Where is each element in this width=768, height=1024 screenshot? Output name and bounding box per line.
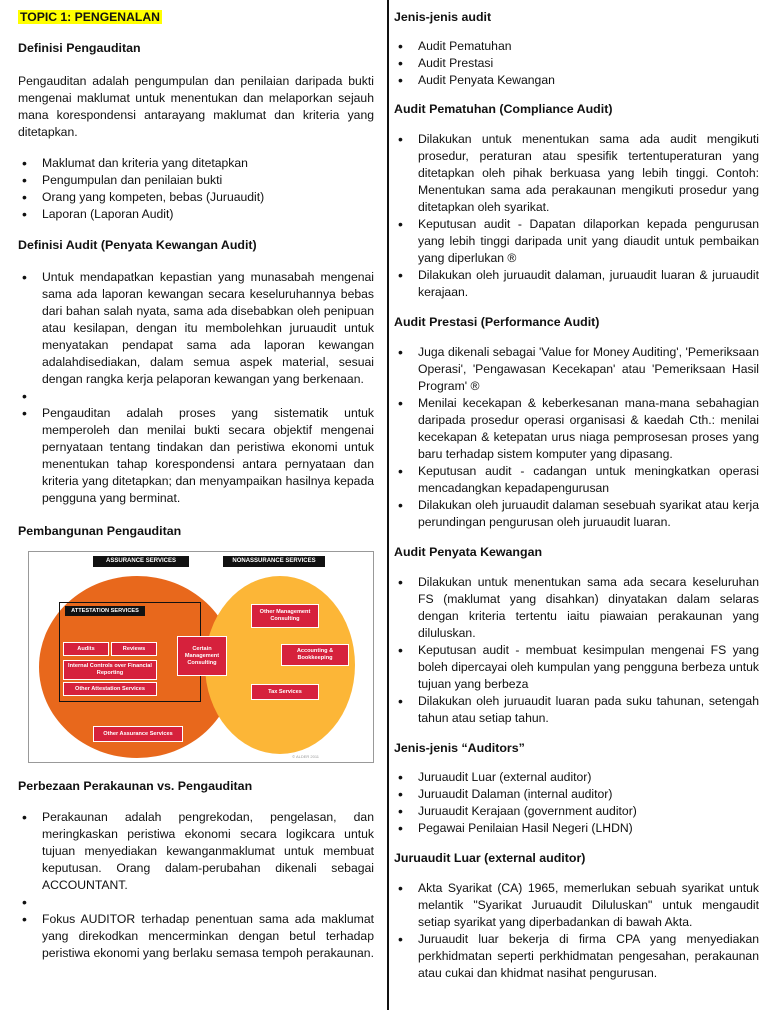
- audits-box: Audits: [63, 642, 109, 656]
- section-title-perbezaan: Perbezaan Perakaunan vs. Pengauditan: [18, 779, 253, 793]
- list-item: • Dilakukan oleh juruaudit luaran pada suku tahunan, setengah tahun atau setiap tahun.: [394, 693, 759, 727]
- list-item: • Maklumat dan kriteria yang ditetapkan: [18, 155, 374, 172]
- column-divider: [387, 0, 389, 1010]
- section-title-jenis-auditors: Jenis-jenis “Auditors”: [394, 741, 525, 755]
- list-jenis-audit: [394, 38, 759, 89]
- spacer: [18, 894, 374, 911]
- copyright-text: © ALDER 2011: [292, 754, 319, 759]
- internal-controls-box: Internal Controls over Financial Reporting: [63, 660, 157, 680]
- list-audit-prestasi: [394, 344, 759, 531]
- section-title-jenis-audit: Jenis-jenis audit: [394, 10, 492, 24]
- list-audit-penyata-kewangan: [394, 574, 759, 727]
- list-item: • Juruaudit luar bekerja di firma CPA yang menyediakan perkhidmatan seperti perkhidmatan pengesahan, perakaunan atau cukai dan khidmat nasihat pengurusan.: [394, 931, 759, 982]
- list-definisi-audit: [18, 269, 374, 507]
- list-item: • Dilakukan oleh juruaudit dalaman, juruaudit luaran & juruaudit kerajaan.: [394, 267, 759, 301]
- list-item: • Keputusan audit - Dapatan dilaporkan kepada pengurusan yang lebih tinggi daripada unit yang diaudit untuk pembaikan yang diperlukan ®: [394, 216, 759, 267]
- list-item: • Menilai kecekapan & keberkesanan mana-mana sebahagian daripada prosedur operasi organisasi & kaedah Cth.: menilai kecekapan & ketepatan urus niaga pemprosesan proses yang baru terhadap sistem komputer yang dipasang.: [394, 395, 759, 463]
- left-column: [18, 0, 374, 962]
- list-jenis-auditors: [394, 769, 759, 837]
- list-item: • Orang yang kompeten, bebas (Juruaudit): [18, 189, 374, 206]
- other-management-consulting-box: Other Management Consulting: [251, 604, 319, 628]
- list-item: • Audit Penyata Kewangan: [394, 72, 759, 89]
- spacer: [18, 388, 374, 405]
- list-item: • Untuk mendapatkan kepastian yang munasabah mengenai sama ada laporan kewangan secara keseluruhannya bebas dari bahan salah nyata, sama ada disebabkan oleh penipuan atau kesilapan, dengan itu membolehkan juruaudit untuk menyatakan pendapat sama ada laporan kewangan adalahdisediakan, dalam semua aspek material, sesuai dengan rangka kerja pelaporan kewangan yang berkenaan.: [18, 269, 374, 388]
- section-title-audit-pematuhan: Audit Pematuhan (Compliance Audit): [394, 102, 613, 116]
- list-item: • Audit Prestasi: [394, 55, 759, 72]
- right-column: [394, 0, 759, 982]
- section-title-juruaudit-luar: Juruaudit Luar (external auditor): [394, 851, 586, 865]
- list-perbezaan: [18, 809, 374, 962]
- nonassurance-services-label: NONASSURANCE SERVICES: [223, 556, 325, 567]
- list-item: • Dilakukan untuk menentukan sama ada secara keseluruhan FS (maklumat yang disahkan) dinyatakan dalam selaras dengan kriteria tertentu iaitu piawaian perakaunan yang diluluskan.: [394, 574, 759, 642]
- reviews-box: Reviews: [111, 642, 157, 656]
- section-title-audit-prestasi: Audit Prestasi (Performance Audit): [394, 315, 600, 329]
- list-item: • Laporan (Laporan Audit): [18, 206, 374, 223]
- attestation-services-label: ATTESTATION SERVICES: [65, 606, 145, 616]
- section-title-pembangunan: Pembangunan Pengauditan: [18, 524, 182, 538]
- list-item: • Juga dikenali sebagai 'Value for Money Auditing', 'Pemeriksaan Operasi', 'Pengawasan Kecekapan' atau 'Pemeriksaan Hasil Program' ®: [394, 344, 759, 395]
- section-title-audit-penyata-kewangan: Audit Penyata Kewangan: [394, 545, 543, 559]
- list-item: • Pengumpulan dan penilaian bukti: [18, 172, 374, 189]
- list-item: • Dilakukan oleh juruaudit dalaman sesebuah syarikat atau kerja perundingan pengurusan oleh juruaudit luaran.: [394, 497, 759, 531]
- certain-management-consulting-box: Certain Management Consulting: [177, 636, 227, 676]
- paragraph-definisi: Pengauditan adalah pengumpulan dan penilaian daripada bukti mengenai maklumat untuk menentukan dan melaporkan sejauh mana korespondensi antarayang maklumat dan kriteria yang ditetapkan.: [18, 74, 374, 139]
- services-venn-diagram: [28, 551, 374, 763]
- accounting-bookkeeping-box: Accounting & Bookkeeping: [281, 644, 349, 666]
- list-item: • Juruaudit Kerajaan (government auditor): [394, 803, 759, 820]
- list-item: • Dilakukan untuk menentukan sama ada audit mengikuti prosedur, peraturan atau spesifik tertentuperaturan yang ditetapkan oleh pihak berkuasa yang lebih tinggi. Contoh: Menentukan sama ada perakaunan mengikuti prosedur yang ditetapkan oleh syarikat.: [394, 131, 759, 216]
- list-item: • Keputusan audit - cadangan untuk meningkatkan operasi mencadangkan kepadapengurusan: [394, 463, 759, 497]
- section-title-definisi-audit: Definisi Audit (Penyata Kewangan Audit): [18, 238, 257, 252]
- list-item: • Akta Syarikat (CA) 1965, memerlukan sebuah syarikat untuk melantik "Syarikat Juruaudit Diluluskan" untuk mengaudit setiap syarikat yang diperbadankan di bawah Akta.: [394, 880, 759, 931]
- other-attestation-box: Other Attestation Services: [63, 682, 157, 696]
- list-item: • Pegawai Penilaian Hasil Negeri (LHDN): [394, 820, 759, 837]
- tax-services-box: Tax Services: [251, 684, 319, 700]
- list-item: • Keputusan audit - membuat kesimpulan mengenai FS yang boleh dipercayai oleh kumpulan yang pengguna berbeza untuk tujuan yang berbeza: [394, 642, 759, 693]
- list-item: • Juruaudit Dalaman (internal auditor): [394, 786, 759, 803]
- list-item: • Audit Pematuhan: [394, 38, 759, 55]
- list-item: • Fokus AUDITOR terhadap penentuan sama ada maklumat yang direkodkan mencerminkan dengan betul terhadap peristiwa ekonomi yang berlaku semasa tempoh perakaunan.: [18, 911, 374, 962]
- list-item: • Juruaudit Luar (external auditor): [394, 769, 759, 786]
- topic-heading: TOPIC 1: PENGENALAN: [20, 10, 160, 24]
- list-audit-pematuhan: [394, 131, 759, 301]
- other-assurance-box: Other Assurance Services: [93, 726, 183, 742]
- section-title-definisi-pengauditan: Definisi Pengauditan: [18, 41, 141, 55]
- list-item: • Pengauditan adalah proses yang sistematik untuk memperoleh dan menilai bukti secara objektif mengenai pernyataan tentang tindakan dan peristiwa ekonomi untuk menentukan tahap korespondensi antara pernyataan dan kriteria yang ditetapkan; dan menyampaikan hasilnya kepada pengguna yang berminat.: [18, 405, 374, 507]
- list-definisi: [18, 155, 374, 223]
- list-juruaudit-luar: [394, 880, 759, 982]
- assurance-services-label: ASSURANCE SERVICES: [93, 556, 189, 567]
- list-item: • Perakaunan adalah pengrekodan, pengelasan, dan meringkaskan peristiwa ekonomi secara logikcara untuk tujuan menyediakan kewanganmaklumat untuk membuat keputusan. Orang dalam-perubahan dikenali sebagai ACCOUNTANT.: [18, 809, 374, 894]
